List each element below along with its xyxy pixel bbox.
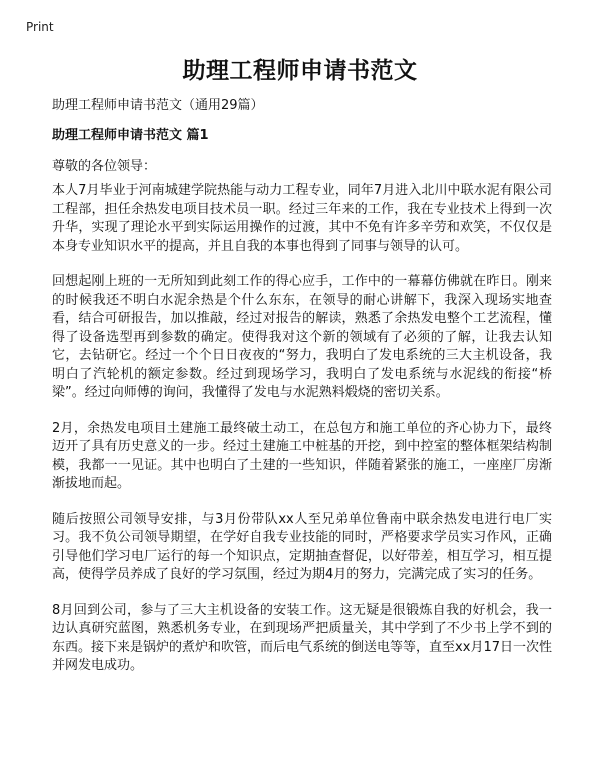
paragraph-1: 本人7月毕业于河南城建学院热能与动力工程专业，同年7月进入北川中联水泥有限公司工程部，担任余热发电项目技术员一职。经过三年来的工作，我在专业技术上得到一次升华，实现了理论水平到实际运用操作的过渡，其中不免有许多辛劳和欢笑，不仅仅是本身专业知识水平的提高，并且自我的本事也得到了同事与领导的认可。 (52, 183, 552, 254)
document-subtitle: 助理工程师申请书范文（通用29篇） (52, 98, 264, 113)
section-heading: 助理工程师申请书范文 篇1 (52, 128, 209, 143)
salutation: 尊敬的各位领导： (52, 159, 157, 174)
document-body (52, 182, 552, 693)
paragraph-3: 2月，余热发电项目土建施工最终破土动工，在总包方和施工单位的齐心协力下，最终迈开了具有历史意义的一步。经过土建施工中桩基的开挖，到中控室的整体框架结构制模，我都一一见证。其中也明白了土建的一些知识，伴随着紧张的施工，一座座厂房渐渐拔地而起。 (52, 420, 552, 491)
document-title: 助理工程师申请书范文 (182, 58, 418, 84)
print-link[interactable]: Print (26, 20, 54, 34)
paragraph-4: 随后按照公司领导安排，与3月份带队xx人至兄弟单位鲁南中联余热发电进行电厂实习。我不负公司领导期望，在学好自我专业技能的同时，严格要求学员实习作风，正确引导他们学习电厂运行的每一个知识点，定期抽查督促，以好带差，相互学习，相互提高，使得学员养成了良好的学习氛围，经过为期4月的努力，完满完成了实习的任务。 (52, 511, 552, 582)
paragraph-2: 回想起刚上班的一无所知到此刻工作的得心应手，工作中的一幕幕仿佛就在昨日。刚来的时候我还不明白水泥余热是个什么东东，在领导的耐心讲解下，我深入现场实地查看，结合可研报告，加以推敲，经过对报告的解读，熟悉了余热发电整个工艺流程，懂得了设备选型再到参数的确定。使得我对这个新的领域有了必须的了解，让我去认知它，去钻研它。经过一个个日日夜夜的“努力，我明白了发电系统的三大主机设备，我明白了汽轮机的额定参数。经过到现场学习，我明白了发电系统与水泥线的衔接“桥梁”。经过向师傅的询问，我懂得了发电与水泥熟料煅烧的密切关系。 (52, 274, 552, 400)
paragraph-5: 8月回到公司，参与了三大主机设备的安装工作。这无疑是很锻炼自我的好机会，我一边认真研究蓝图，熟悉机务专业，在到现场严把质量关，其中学到了不少书上学不到的东西。接下来是锅炉的煮炉和吹管，而后电气系统的倒送电等等，直至xx月17日一次性并网发电成功。 (52, 602, 552, 673)
